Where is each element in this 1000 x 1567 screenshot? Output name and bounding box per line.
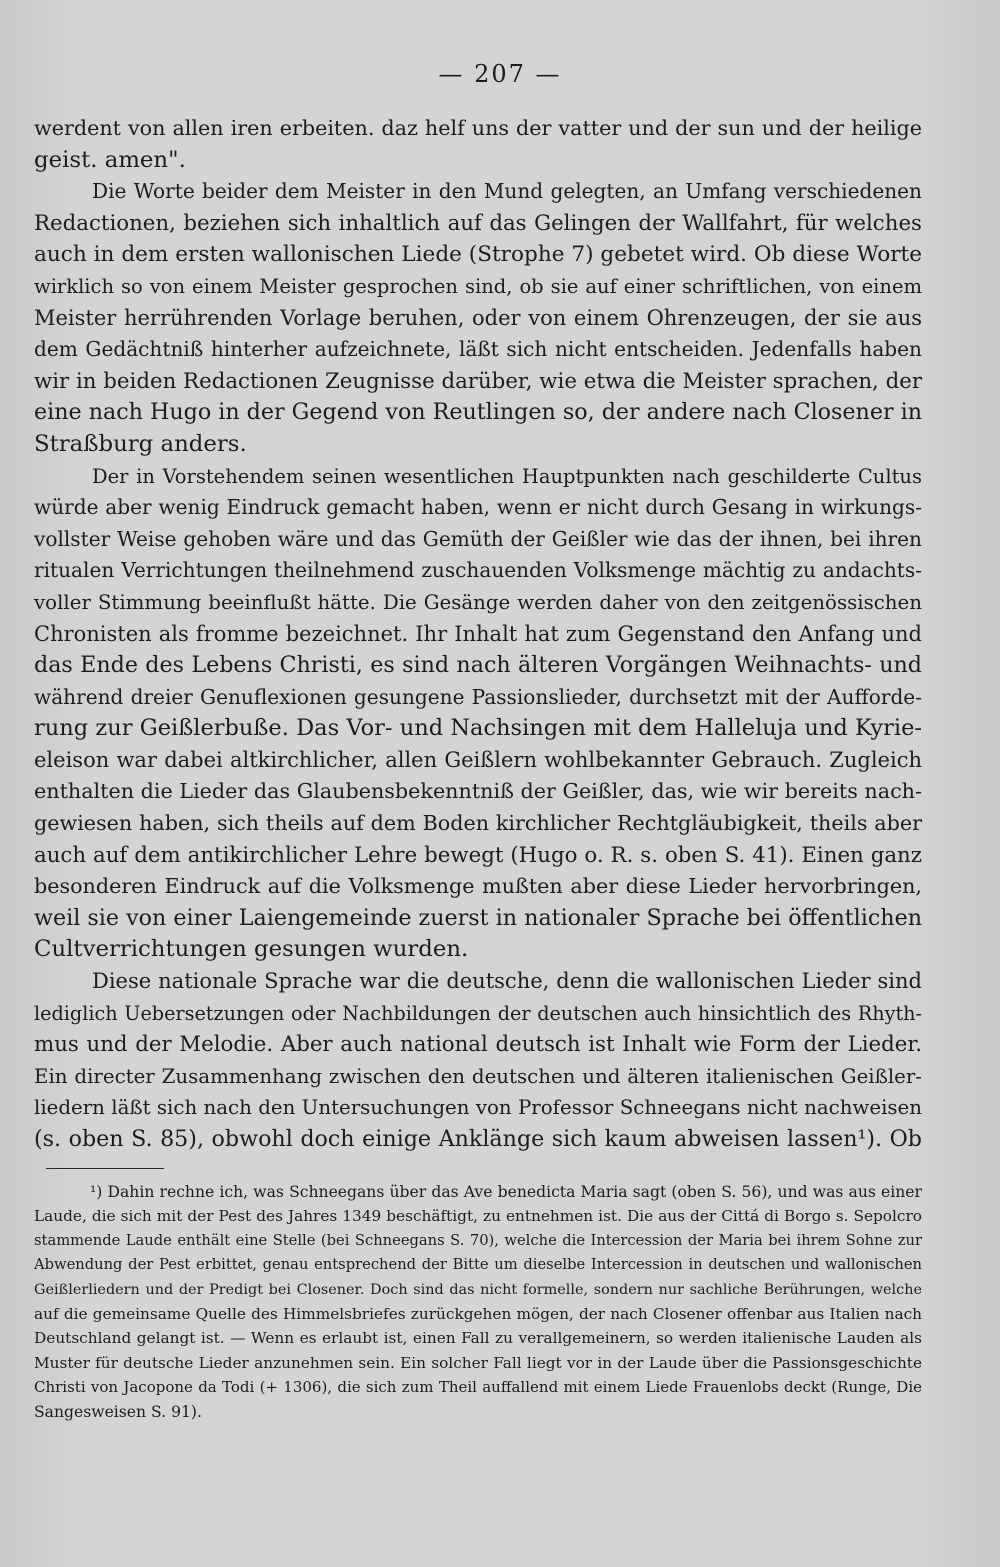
text-line: Diese nationale Sprache war die deutsche, denn die wallonischen Lieder sind [92,969,922,994]
text-line: ritualen Verrichtungen theilnehmend zuschauenden Volksmenge mächtig zu andachts- [34,558,922,583]
text-line: enthalten die Lieder das Glaubensbekenntniß der Geißler, das, wie wir bereits nach- [34,779,922,804]
text-line: würde aber wenig Eindruck gemacht haben, wenn er nicht durch Gesang in wirkungs- [34,495,922,520]
text-line: besonderen Eindruck auf die Volksmenge mußten aber diese Lieder hervorbringen, [34,874,922,899]
text-line: voller Stimmung beeinflußt hätte. Die Gesänge werden daher von den zeitgenössischen [34,590,922,614]
text-line: Meister herrührenden Vorlage beruhen, oder von einem Ohrenzeugen, der sie aus [34,305,922,330]
footnote-line: auf die gemeinsame Quelle des Himmelsbriefes zurückgehen mögen, der nach Closener offenbar aus Italien nach [34,1304,922,1323]
text-line: wirklich so von einem Meister gesprochen sind, ob sie auf einer schriftlichen, von einem [34,274,922,298]
text-line: Der in Vorstehendem seinen wesentlichen Hauptpunkten nach geschilderte Cultus [92,464,922,488]
footnote-line: ¹) Dahin rechne ich, was Schneegans über das Ave benedicta Maria sagt (oben S. 56), und was aus einer [90,1183,922,1201]
text-line: eleison war dabei altkirchlicher, allen Geißlern wohlbekannter Gebrauch. Zugleich [34,747,922,772]
text-line: lediglich Uebersetzungen oder Nachbildungen der deutschen auch hinsichtlich des Rhyth- [34,1001,922,1025]
text-line: wir in beiden Redactionen Zeugnisse darüber, wie etwa die Meister sprachen, der [34,368,923,394]
footnote-divider [46,1168,164,1169]
text-line: auch auf dem antikirchlicher Lehre bewegt (Hugo o. R. s. oben S. 41). Einen ganz [34,842,922,868]
footnote-line: Muster für deutsche Lieder anzunehmen sein. Ein solcher Fall liegt vor in der Laude über die Passionsgeschichte [34,1353,922,1372]
text-line: Die Worte beider dem Meister in den Mund gelegten, an Umfang verschiedenen [92,179,922,204]
footnote-line: Laude, die sich mit der Pest des Jahres 1349 beschäftigt, zu entnehmen ist. Die aus der Cittá di Borgo s. Sepolcro [34,1207,922,1226]
page-number: — 207 — [438,60,562,88]
footnote-line: Sangesweisen S. 91). [34,1402,202,1421]
text-line: geist. amen". [34,146,186,173]
footnote-line: Deutschland gelangt ist. — Wenn es erlaubt ist, einen Fall zu verallgemeinern, so werden italienische Lauden als [34,1329,922,1348]
main-text [34,113,922,1156]
text-line: während dreier Genuflexionen gesungene Passionslieder, durchsetzt mit der Aufforde- [34,684,922,709]
text-line: eine nach Hugo in der Gegend von Reutlingen so, der andere nach Closener in [34,399,923,426]
footnote-line: stammende Laude enthält eine Stelle (bei Schneegans S. 70), welche die Intercession der Maria bei ihrem Sohne zur [34,1231,922,1249]
text-line: gewiesen haben, sich theils auf dem Boden kirchlicher Rechtgläubigkeit, theils aber [34,811,922,836]
text-line: rung zur Geißlerbuße. Das Vor- und Nachsingen mit dem Halleluja und Kyrie- [34,715,922,742]
text-line: auch in dem ersten wallonischen Liede (Strophe 7) gebetet wird. Ob diese Worte [34,242,923,268]
footnote-line: Christi von Jacopone da Todi (+ 1306), die sich zum Theil auffallend mit einem Liede Frauenlobs deckt (Runge, Die [34,1378,922,1397]
text-line: Redactionen, beziehen sich inhaltlich auf das Gelingen der Wallfahrt, für welches [34,210,922,236]
text-line: werdent von allen iren erbeiten. daz helf uns der vatter und der sun und der heilige [34,116,922,140]
footnote-line: Abwendung der Pest erbittet, genau entsprechend der Bitte um dieselbe Intercession in deutschen und wallonischen [34,1256,922,1274]
footnote-line: Geißlerliedern und der Predigt bei Closener. Doch sind das nicht formelle, sondern nur sachliche Berührungen, welche [34,1281,922,1298]
text-line: Ein directer Zusammenhang zwischen den deutschen und älteren italienischen Geißler- [34,1064,922,1088]
text-line: Straßburg anders. [34,430,247,457]
text-line: vollster Weise gehoben wäre und das Gemüth der Geißler wie das der ihnen, bei ihren [34,526,922,551]
text-line: das Ende des Lebens Christi, es sind nach älteren Vorgängen Weihnachts- und [34,652,922,679]
text-line: weil sie von einer Laiengemeinde zuerst in nationaler Sprache bei öffentlichen [34,904,922,931]
text-line: mus und der Melodie. Aber auch national deutsch ist Inhalt wie Form der Lieder. [34,1032,922,1058]
text-line: (s. oben S. 85), obwohl doch einige Anklänge sich kaum abweisen lassen¹). Ob [34,1126,922,1152]
text-line: liedern läßt sich nach den Untersuchungen von Professor Schneegans nicht nachweisen [34,1096,922,1120]
text-line: Cultverrichtungen gesungen wurden. [34,936,469,963]
footnotes [34,1180,922,1424]
text-line: dem Gedächtniß hinterher aufzeichnete, läßt sich nicht entscheiden. Jedenfalls haben [34,337,922,362]
text-line: Chronisten als fromme bezeichnet. Ihr Inhalt hat zum Gegenstand den Anfang und [34,621,922,646]
